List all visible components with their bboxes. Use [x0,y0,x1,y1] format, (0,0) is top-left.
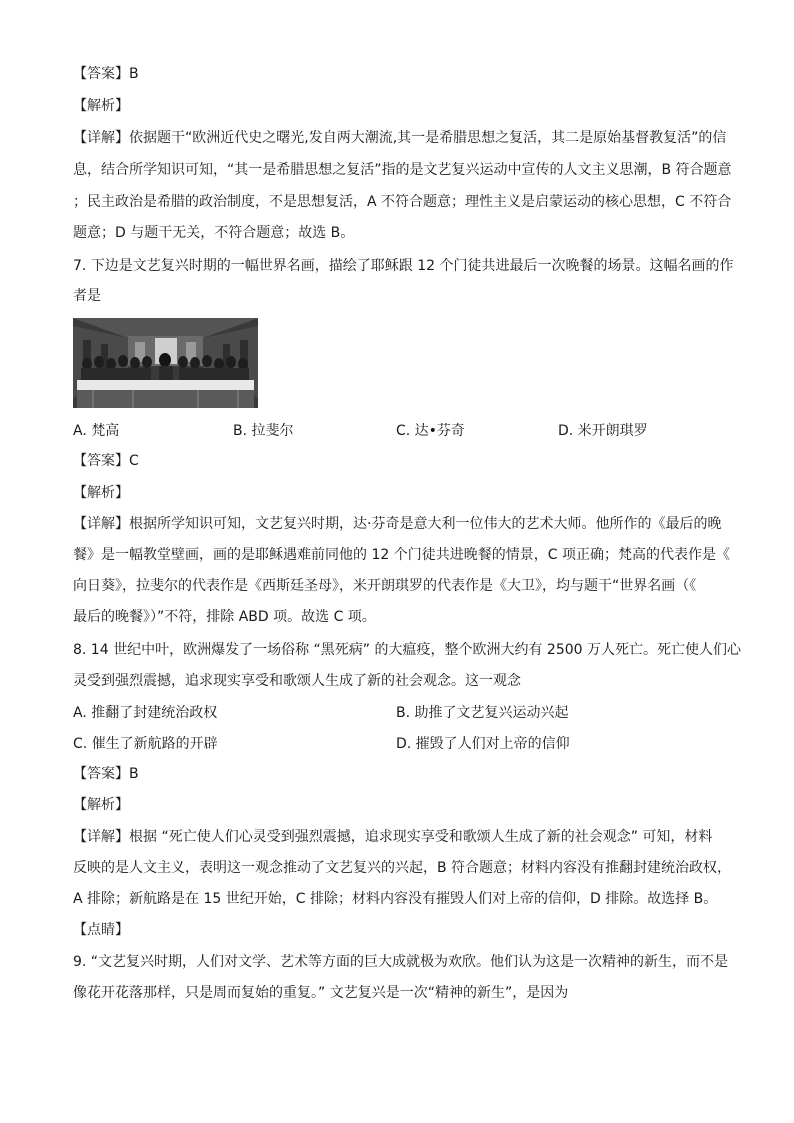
q8-option-c: C. 催生了新航路的开辟 [73,736,218,752]
q7-option-c: C. 达•芬奇 [396,423,465,439]
q8-stem-line: 8. 14 世纪中叶，欧洲爆发了一场俗称 “黑死病” 的大瘟疫，整个欧洲大约有 2500 万人死亡。死亡使人们心 [73,642,742,658]
q7-detail-line: 【详解】根据所学知识可知，文艺复兴时期，达·芬奇是意大利一位伟大的艺术大师。他所作的《最后的晚 [73,516,722,532]
q7-stem-line: 7. 下边是文艺复兴时期的一幅世界名画，描绘了耶稣跟 12 个门徒共进最后一次晚餐的场景。这幅名画的作 [73,258,734,274]
q9-stem-line: 9. “文艺复兴时期，人们对文学、艺术等方面的巨大成就极为欢欣。他们认为这是一次精神的新生，而不是 [73,954,729,970]
q8-comment-label: 【点睛】 [73,922,129,938]
q7-detail-line: 最后的晚餐》）”不符，排除 ABD 项。故选 C 项。 [73,609,376,625]
q8-stem-line: 灵受到强烈震撼，追求现实享受和歌颂人生成了新的社会观念。这一观念 [73,673,521,689]
q7-option-b: B. 拉斐尔 [233,423,294,439]
q7-option-d: D. 米开朗琪罗 [558,423,648,439]
prev-detail-line: 【详解】依据题干“欧洲近代史之曙光,发自两大潮流,其一是希腊思想之复活，其二是原始基督教复活”的信 [73,130,727,146]
q8-detail-line: A 排除；新航路是在 15 世纪开始，C 排除；材料内容没有摧毁人们对上帝的信仰，D 排除。故选择 B。 [73,891,718,907]
prev-analysis-label: 【解析】 [73,98,129,114]
q8-analysis-label: 【解析】 [73,797,129,813]
q7-analysis-label: 【解析】 [73,485,129,501]
q7-option-a: A. 梵高 [73,423,120,439]
prev-answer: 【答案】B [73,66,139,82]
q7-stem-line: 者是 [73,288,101,304]
q9-stem-line: 像花开花落那样，只是周而复始的重复。” 文艺复兴是一次“精神的新生”，是因为 [73,985,569,1001]
prev-detail-line: 题意；D 与题干无关，不符合题意；故选 B。 [73,225,355,241]
q8-answer: 【答案】B [73,766,139,782]
last-supper-painting [73,318,258,408]
q8-option-a: A. 推翻了封建统治政权 [73,705,218,721]
q8-option-b: B. 助推了文艺复兴运动兴起 [396,705,569,721]
q7-answer: 【答案】C [73,453,139,469]
q7-detail-line: 向日葵》，拉斐尔的代表作是《西斯廷圣母》，米开朗琪罗的代表作是《大卫》，均与题干“世界名画（《 [73,578,697,594]
prev-detail-line: 息，结合所学知识可知，“其一是希腊思想之复活”指的是文艺复兴运动中宣传的人文主义思潮，B 符合题意 [73,162,732,178]
q7-detail-line: 餐》是一幅教堂壁画，画的是耶稣遇难前同他的 12 个门徒共进晚餐的情景，C 项正确；梵高的代表作是《 [73,547,730,563]
q8-option-d: D. 摧毁了人们对上帝的信仰 [396,736,570,752]
q8-detail-line: 【详解】根据 “死亡使人们心灵受到强烈震撼，追求现实享受和歌颂人生成了新的社会观念” 可知，材料 [73,829,713,845]
prev-detail-line: ；民主政治是希腊的政治制度，不是思想复活，A 不符合题意；理性主义是启蒙运动的核心思想，C 不符合 [73,194,732,210]
q8-detail-line: 反映的是人文主义，表明这一观念推动了文艺复兴的兴起，B 符合题意；材料内容没有推翻封建统治政权， [73,860,732,876]
